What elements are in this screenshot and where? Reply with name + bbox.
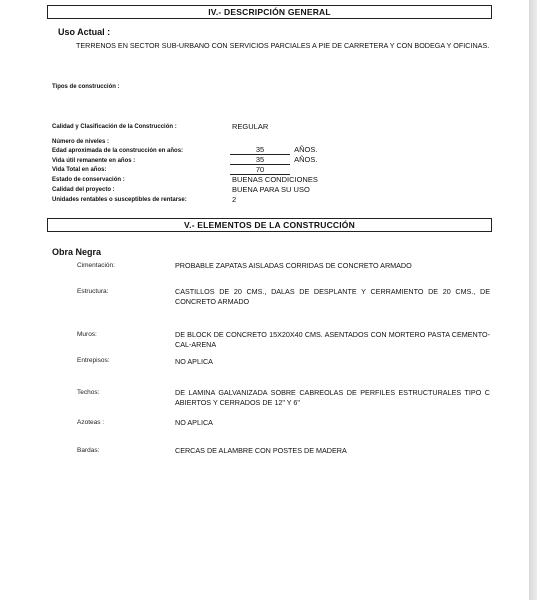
uso-actual-text: TERRENOS EN SECTOR SUB-URBANO CON SERVICIOS PARCIALES A PIE DE CARRETERA Y CON BODEGA Y OFICINAS. [76,41,490,50]
field-label-vida-total: Vida Total en años: [52,167,107,173]
field-label-vida-util: Vida útil remanente en años : [52,158,136,164]
obra-negra-subtitle: Obra Negra [52,247,102,257]
item-text-cimentacion: PROBABLE ZAPATAS AISLADAS CORRIDAS DE CONCRETO ARMADO [175,261,412,270]
section-iv-title: IV.- DESCRIPCIÓN GENERAL [208,7,331,17]
uso-actual-label: Uso Actual : [58,27,111,37]
section-iv-header [47,5,492,19]
item-text-entrepisos: NO APLICA [175,357,213,366]
field-value-edad: 35 AÑOS. [230,145,317,155]
item-text-estructura: CASTILLOS DE 20 CMS., DALAS DE DESPLANTE Y CERRAMIENTO DE 20 CMS., DE CONCRETO ARMADO [175,287,490,306]
item-label-techos: Techos: [77,389,100,396]
item-label-entrepisos: Entrepisos: [77,357,110,364]
field-value-calidad-proyecto: BUENA PARA SU USO [232,185,310,194]
field-label-unidades: Unidades rentables o susceptibles de rentarse: [52,197,187,203]
field-label-calidad: Calidad y Clasificación de la Construcción : [52,124,177,130]
item-text-muros: DE BLOCK DE CONCRETO 15X20X40 CMS. ASENTADOS CON MORTERO PASTA CEMENTO-CAL-ARENA [175,330,490,349]
field-value-estado: BUENAS CONDICIONES [232,175,318,184]
field-label-calidad-proyecto: Calidad del proyecto : [52,187,115,193]
field-value-calidad: REGULAR [232,122,269,131]
item-label-estructura: Estructura: [77,288,109,295]
item-text-techos: DE LAMINA GALVANIZADA SOBRE CABREOLAS DE PERFILES ESTRUCTURALES TIPO C ABIERTOS Y CERRADOS DE 12" Y 6" [175,388,490,407]
field-label-edad: Edad aproximada de la construcción en años: [52,148,184,154]
item-label-cimentacion: Cimentación: [77,262,115,269]
item-label-muros: Muros: [77,331,97,338]
item-text-azoteas: NO APLICA [175,418,213,427]
item-text-bardas: CERCAS DE ALAMBRE CON POSTES DE MADERA [175,446,347,455]
item-label-bardas: Bardas: [77,447,100,454]
section-v-header [47,218,492,232]
field-value-unidades: 2 [232,195,237,204]
field-label-estado: Estado de conservación : [52,177,125,183]
field-value-vida-total: 70 [230,165,290,175]
tipos-construccion-label: Tipos de construcción : [52,84,120,90]
page-edge-shadow [529,0,537,600]
field-label-niveles: Número de niveles : [52,139,110,145]
item-label-azoteas: Azoteas : [77,419,105,426]
section-v-title: V.- ELEMENTOS DE LA CONSTRUCCIÓN [184,220,355,230]
field-value-vida-util: 35 AÑOS. [230,155,317,165]
